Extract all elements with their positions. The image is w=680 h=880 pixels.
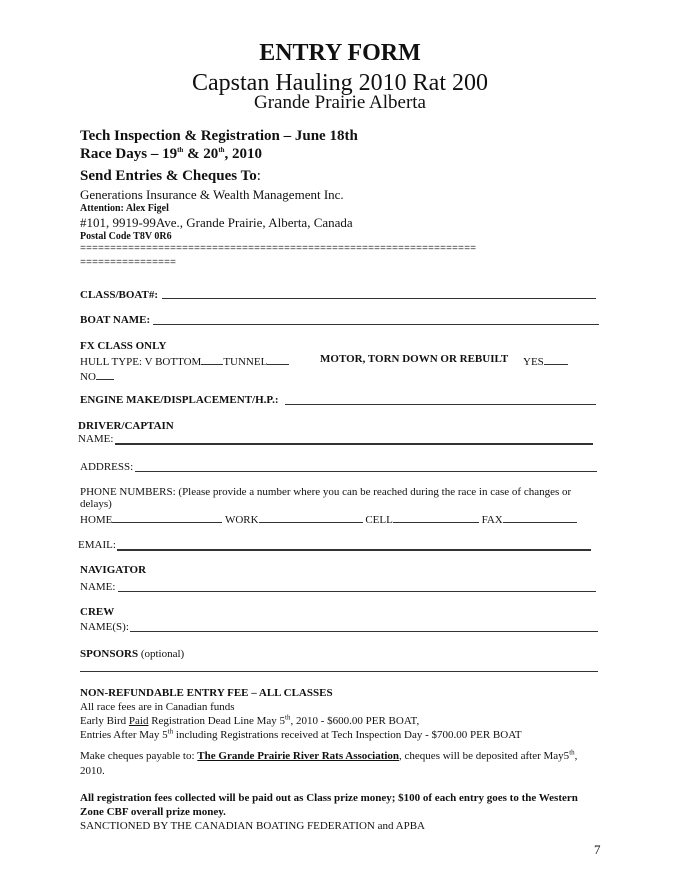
sanction-line: SANCTIONED BY THE CANADIAN BOATING FEDERATION and APBA [80, 820, 425, 832]
fx-class-heading: FX CLASS ONLY [80, 340, 167, 352]
driver-address-label: ADDRESS: [80, 461, 134, 473]
phone-numbers-row: HOME WORK CELL FAX [80, 511, 577, 526]
sponsors-label: SPONSORS (optional) [80, 648, 185, 660]
form-title: ENTRY FORM [259, 40, 421, 66]
send-to-address: #101, 9919-99Ave., Grande Prairie, Alberta, Canada [80, 215, 353, 230]
motor-label: MOTOR, TORN DOWN OR REBUILT [320, 353, 509, 365]
payable-organization: The Grande Prairie River Rats Association [197, 750, 400, 762]
phone-note-line-2: delays) [80, 498, 112, 510]
prize-money-line-1: All registration fees collected will be paid out as Class prize money; $100 of each entry goes to the Western [80, 792, 578, 804]
v-bottom-field[interactable] [201, 353, 223, 365]
driver-address-field[interactable] [135, 471, 597, 472]
cell-phone-field[interactable] [393, 511, 479, 523]
class-boat-label: CLASS/BOAT#: [80, 289, 159, 301]
motor-yes-field[interactable] [544, 353, 568, 365]
driver-name-label: NAME: [78, 433, 114, 445]
crew-names-field[interactable] [130, 631, 598, 632]
crew-heading: CREW [80, 606, 115, 618]
boat-name-field[interactable] [153, 324, 599, 325]
driver-name-field[interactable] [115, 443, 593, 445]
email-field[interactable] [117, 549, 591, 551]
send-to-heading: Send Entries & Cheques To: [80, 168, 261, 184]
motor-yes-row: YES [523, 353, 568, 368]
sponsors-field[interactable] [80, 671, 598, 672]
event-name: Capstan Hauling 2010 Rat 200 [192, 70, 488, 96]
motor-no-row: NO [80, 368, 114, 383]
send-to-postal: Postal Code T8V 0R6 [80, 231, 172, 242]
class-boat-field[interactable] [162, 298, 596, 299]
boat-name-label: BOAT NAME: [80, 314, 151, 326]
phone-note-line-1: PHONE NUMBERS: (Please provide a number where you can be reached during the race in case of changes or [80, 486, 572, 498]
early-bird-line: Early Bird Paid Registration Dead Line May 5th, 2010 - $600.00 PER BOAT, [80, 713, 420, 727]
navigator-name-label: NAME: [80, 581, 116, 593]
work-phone-field[interactable] [259, 511, 363, 523]
payable-line: Make cheques payable to: The Grande Prairie River Rats Association, cheques will be deposited after May5th, [80, 748, 578, 762]
fees-canadian-note: All race fees are in Canadian funds [80, 701, 235, 713]
race-days-line: Race Days – 19th & 20th, 2010 [80, 146, 263, 162]
page-number: 7 [594, 842, 601, 857]
send-to-attention: Attention: Alex Figel [80, 203, 169, 214]
late-entry-line: Entries After May 5th including Registrations received at Tech Inspection Day - $700.00 PER BOAT [80, 727, 522, 741]
home-phone-field[interactable] [112, 511, 222, 523]
payable-year: 2010. [80, 765, 105, 777]
event-location: Grande Prairie Alberta [254, 92, 426, 113]
email-label: EMAIL: [78, 539, 116, 551]
engine-field[interactable] [285, 404, 596, 405]
motor-no-field[interactable] [96, 368, 114, 380]
navigator-name-field[interactable] [118, 591, 596, 592]
crew-names-label: NAME(S): [80, 621, 129, 633]
driver-heading: DRIVER/CAPTAIN [78, 420, 174, 432]
navigator-heading: NAVIGATOR [80, 564, 147, 576]
fax-field[interactable] [503, 511, 577, 523]
engine-label: ENGINE MAKE/DISPLACEMENT/H.P.: [80, 394, 279, 406]
tunnel-field[interactable] [267, 353, 289, 365]
divider-row-2: ================ [80, 258, 177, 269]
send-to-company: Generations Insurance & Wealth Management Inc. [80, 187, 344, 202]
divider-row-1: ================================================================== [80, 244, 477, 255]
hull-type-row: HULL TYPE: V BOTTOM TUNNEL [80, 353, 289, 368]
fees-heading: NON-REFUNDABLE ENTRY FEE – ALL CLASSES [80, 687, 333, 699]
tech-inspection-line: Tech Inspection & Registration – June 18th [80, 128, 358, 144]
prize-money-line-2: Zone CBF overall prize money. [80, 806, 226, 818]
